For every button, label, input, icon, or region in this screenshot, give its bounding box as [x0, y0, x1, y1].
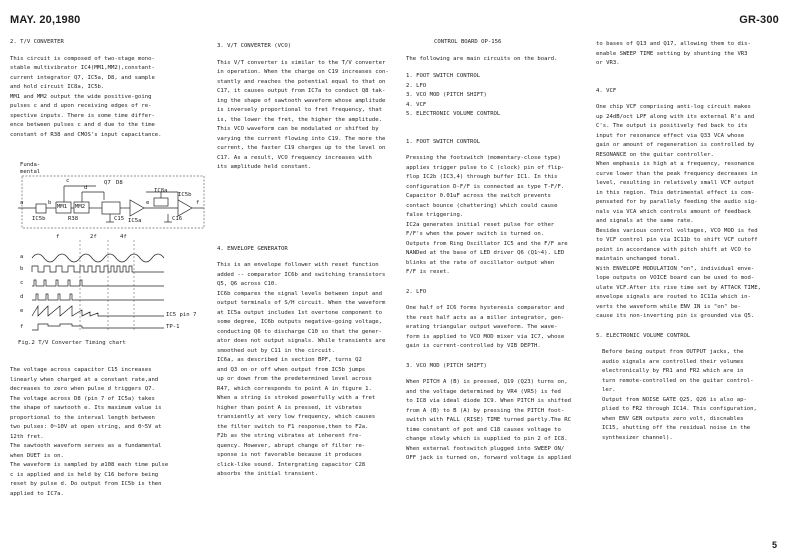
text-line: IC6b compares the signal levels between input and [217, 290, 383, 297]
list-item: 4. VCF [406, 101, 427, 108]
text-line: varying the current flowing into C19. The more the [217, 135, 386, 142]
text-line: pensated for by parallely feeding the audio sig- [596, 199, 758, 205]
text-line: When emphasis is high at a frequency, resonance [596, 161, 755, 167]
timing-label-f: f [56, 234, 60, 240]
text-line: This VCO waveform can be modulated or shifted by [217, 126, 379, 132]
text-line: spective inputs. There is some time differ- [10, 112, 155, 119]
page-number: 5 [771, 540, 777, 550]
text-line: is, the lower the fret, the higher the amplitude. [217, 116, 383, 123]
text-line: IC2a generates initial reset pulse for other [406, 221, 555, 228]
timing-row-e: e [20, 308, 24, 314]
text-line: C17. As a result, VCO frequency increases with [217, 154, 372, 161]
text-line: curve lower than the peak frequency decreases in [596, 170, 758, 177]
text-line: synthesizer channel). [602, 434, 673, 441]
text-line: decreases to zero when pulse d triggers Q7. [10, 386, 155, 392]
column-4 [596, 40, 786, 443]
text-line: Pressing the footswitch (momentary-close type) [406, 155, 561, 161]
text-line: When a string is stroked powerfully with a fret [217, 395, 376, 401]
text-line: and the voltage determined by VR4 (VR5) is fed [406, 388, 561, 395]
text-line: F/F's when the power switch is turned on. [406, 231, 545, 237]
text-line: when ENV GEN outputs zero volt, discnables [602, 415, 744, 422]
text-line: applies trigger pulse to C (clock) pin of flip- [406, 164, 565, 171]
text-line: verts the waveform while ENV IN is "on" be- [596, 303, 741, 310]
list-item: 3. VCO MOD (PITCH SHIFT) [406, 92, 487, 98]
text-line: F/F is reset. [406, 269, 450, 275]
text-line: c is applied and is held by C16 before being [10, 471, 159, 478]
fig1-label-c15: C15 [114, 216, 125, 222]
text-line: pulses c and d upon receiving edges of re- [10, 103, 152, 109]
text-line: output terminals of S/H circuit. When the waveform [217, 300, 386, 306]
text-line: when DUET is on. [10, 452, 64, 459]
text-line: When external footswitch plugged into SWEEP ON/ [406, 445, 565, 452]
text-line: electronically by FR1 and FR2 which are in [602, 368, 744, 374]
text-line: contact bounce (chattering) which could cause [406, 202, 558, 209]
column-3 [406, 36, 596, 464]
text-line: cause its non-inverting pin is grounded via Q5. [596, 313, 755, 319]
text-line: envelope signals are routed to IC11a which in- [596, 294, 751, 300]
text-line: the shape of sawtooth e. Its maximum value is [10, 405, 162, 411]
text-line: flop IC2b (IC3,4) through buffer IC1. In this [406, 174, 558, 180]
text-line: up or down from the predetermined level across [217, 376, 372, 382]
text-line: MM1 and MM2 output the wide positive-going [10, 93, 152, 100]
text-line: One chip VCF comprising anti-log circuit makes [596, 104, 751, 110]
text-line: constant of R38 and CMOS's input capacitance. [10, 131, 162, 138]
text-line: quency. However, abrupt change of filter re- [217, 442, 366, 449]
fig1-label-ic5a: IC5a [128, 218, 142, 224]
column-1 [10, 36, 200, 140]
text-line: sponse is not favorable because it produces [217, 452, 362, 458]
text-line: change slowly which is supplied to pin 2 of IC8. [406, 436, 568, 442]
text-line: turn remote-controlled on the guitar control- [602, 377, 754, 384]
fig1-label-d8: D8 [116, 180, 123, 186]
text-line: and hold circuit IC8a, IC5b. [10, 84, 105, 90]
fig1-label-ic5b: IC5b [178, 192, 192, 198]
timing-label-4f: 4f [120, 234, 127, 240]
section-heading-electronic-volume: 5. ELECTRONIC VOLUME CONTROL [596, 332, 691, 339]
text-line: and Q3 on or off when output from IC5b jumps [217, 366, 366, 373]
text-line: RESONANCE on the guitar controller. [596, 151, 714, 158]
column-1-bottom [10, 366, 210, 499]
text-line: This V/T converter is similar to the T/V converter [217, 59, 386, 66]
section-heading-foot-switch: 1. FOOT SWITCH CONTROL [406, 138, 481, 145]
header-date: MAY. 20,1980 [10, 14, 81, 26]
list-item: 1. FOOT SWITCH CONTROL [406, 73, 481, 79]
text-line: false triggering. [406, 212, 464, 218]
list-item: 2. LFO [406, 82, 427, 89]
timing-row-f: f [20, 324, 24, 330]
text-line: switch with FALL (RISE) TIME turned partly.The RC [406, 417, 572, 423]
timing-row-d: d [20, 294, 24, 300]
fig1-label-f: f [196, 200, 200, 206]
text-line: stantly and reaches the potential equal to that on [217, 78, 386, 85]
text-line: Besides various control voltages, VCO MOD is fed [596, 227, 758, 234]
text-line: up 24dB/oct LPF along with its external R's and [596, 113, 755, 120]
fig1-label-d: d [84, 185, 88, 191]
text-line: linearly when charged at a constant rate,and [10, 376, 159, 383]
text-line: and signals at the same rate. [596, 218, 694, 224]
text-line: configuration D-F/F is connected as type T-F/F. [406, 183, 565, 190]
tv-converter-text [10, 55, 200, 141]
text-line: erating triangular output waveform. The wave- [406, 324, 558, 330]
text-line: gain or amount of regeneration is controlled by [596, 142, 755, 148]
text-line: C17, it causes output from IC7a to conduct Q8 tak- [217, 88, 386, 94]
text-line: absorbs the initial transient. [217, 471, 319, 477]
timing-row-c: c [20, 280, 24, 286]
text-line: its amplitude held constant. [217, 164, 312, 170]
text-line: form is applied to VCO MOD mixer via IC7, whose [406, 333, 565, 340]
fig2-caption: Fig.2 T/V Converter Timing chart [18, 340, 126, 346]
text-line: in operation. When the charge on C19 increases con- [217, 69, 389, 75]
fig1-label-ic8a: IC8a [154, 188, 168, 194]
text-line: The sawtooth waveform serves as a fundamental [10, 443, 162, 449]
text-line: Outputs from Ring Oscillator IC5 and the F/F are [406, 240, 568, 247]
text-line: enable SWEEP TIME setting by shunting the VR3 [596, 50, 748, 57]
section-heading-vcf: 4. VCF [596, 87, 617, 94]
text-line: the rest half acts as a miller integrator, gen- [406, 314, 565, 321]
column-2 [217, 40, 403, 480]
text-line: conducting Q6 to discharge C10 so that the gener- [217, 328, 383, 335]
text-line: in this region. This detrimental effect is com- [596, 189, 755, 196]
tv-converter-block-diagram [18, 162, 208, 230]
text-line: ence between pulses c and d due to the time [10, 122, 155, 128]
text-line: proportional to the interval length between [10, 414, 155, 421]
text-line: or VR3. [596, 60, 620, 66]
section-heading-vt-converter: 3. V/T CONVERTER (VCO) [217, 43, 292, 49]
section-heading-tv-converter: 2. T/V CONVERTER [10, 39, 64, 45]
text-line: click-like sound. Intergrating capacitor C28 [217, 461, 366, 468]
timing-row-a: a [20, 254, 24, 260]
text-line: input for resonance effect via Q33 VCA whose [596, 132, 745, 139]
text-line: The waveform is sampled by ø108 each time pulse [10, 462, 169, 468]
text-line: from A (B) to B (A) by pressing the PITCH foot- [406, 407, 565, 414]
text-line: current integrator Q7, IC5a, D8, and sample [10, 74, 155, 81]
text-line: to IC8 via ideal diode IC9. When PITCH is shifted [406, 398, 572, 404]
text-line: higher than point A is pressed, it vibrates [217, 404, 362, 411]
text-line: Output from NOISE GATE Q25, Q26 is also ap- [602, 396, 747, 403]
fig1-label-mm2: MM2 [75, 204, 86, 210]
text-line: One half of IC6 forms hysteresis comparator and [406, 305, 565, 311]
text-line: ler. [602, 387, 616, 393]
section-heading-control-board: CONTROL BOARD OP-156 [434, 39, 502, 45]
text-line: the filter switch to F1 response,then to F2a. [217, 423, 369, 430]
text-line: When PITCH A (B) is pressed, Q19 (Q23) turns on, [406, 379, 568, 385]
fig1-label-ic5b-lower: IC5b [32, 216, 46, 222]
text-line: OFF jack is turned on, forward voltage is applied [406, 455, 572, 461]
text-line: time constant of pot and C18 causes voltage to [406, 426, 561, 433]
text-line: The voltage across D8 (pin 7 of IC5a) takes [10, 395, 155, 402]
text-line: ing the shape of sawtooth waveform whose amplitude [217, 97, 386, 104]
text-line: IC15, shutting off the residual noise in the [602, 425, 751, 431]
text-line: transiently at very low frequency, which causes [217, 414, 376, 420]
text-line: to VCF control pin via IC11b to shift VCF cutoff [596, 237, 758, 243]
text-line: reset by pulse d. Do output from IC5b is then [10, 481, 162, 487]
list-item: 5. ELECTRONIC VOLUME CONTROL [406, 111, 501, 117]
timing-label-ic5-pin7: IC5 pin 7 [166, 312, 197, 318]
text-line: audio signals are controlled their volumes [602, 358, 744, 365]
text-line: The voltage across capacitor C15 increases [10, 367, 152, 373]
text-line: F2b as the string vibrates at inherent fre- [217, 433, 362, 439]
text-line: stable multivibrator IC4(MM1,MM2),constant- [10, 65, 155, 71]
text-line: The following are main circuits on the board. [406, 55, 558, 62]
fig1-label-c16: C16 [172, 216, 183, 222]
text-line: is inversely proportional to fret frequency, that [217, 107, 383, 113]
text-line: This circuit is composed of two-stage mono- [10, 55, 155, 62]
text-line: applied to IC7a. [10, 490, 64, 497]
text-line: nals via VCA which controls amount of feedback [596, 208, 751, 215]
text-line: maintain unchanged tonal. [596, 256, 681, 262]
fig1-label-c: c [66, 178, 70, 184]
text-line: 12th fret. [10, 433, 44, 440]
section-heading-envelope-generator: 4. ENVELOPE GENERATOR [217, 245, 288, 252]
text-line: added -- comparator IC6b and switching transistors [217, 271, 386, 278]
text-line: Q5, Q6 across C10. [217, 281, 278, 287]
text-line: ator does not output signals. While transients are [217, 338, 386, 344]
fig1-label-q7: Q7 [104, 180, 111, 186]
text-line: IC6a, as described in section BPF, turns Q2 [217, 357, 362, 363]
text-line: smoothed out by C11 in the circuit. [217, 347, 335, 354]
text-line: This is an envelope follower with reset function [217, 262, 379, 268]
text-line: gain is current-controlled by VIB DEPTH. [406, 343, 541, 349]
text-line: level, resulting in relatively small VCF output [596, 180, 755, 186]
text-line: some degree, IC6b outputs negative-going voltage, [217, 319, 383, 325]
text-line: plied to FR2 through IC14. This configuration, [602, 406, 757, 412]
section-heading-vco-mod: 3. VCO MOD (PITCH SHIFT) [406, 362, 487, 369]
fig1-label-mm1: MM1 [57, 204, 68, 210]
text-line: NANDed at the base of LED driver Q6 (Q1~4). LED [406, 250, 565, 256]
text-line: lope outputs on VOICE board can be used to mod- [596, 275, 755, 281]
timing-chart-graphic [18, 238, 218, 350]
text-line: Capacitor 0.01uF across the switch prevents [406, 193, 551, 199]
fig1-label-b: b [48, 200, 52, 206]
text-line: point in accordance with pitch shift at VCO to [596, 246, 751, 253]
timing-label-tp1: TP-1 [166, 324, 180, 330]
section-heading-lfo: 2. LFO [406, 288, 427, 295]
fig1-label-fundamental-2: mental [20, 169, 41, 175]
text-line: to bases of Q13 and Q17, allowing them to dis- [596, 41, 751, 47]
text-line: ulate VCF.After its rise time set by ATTACK TIME, [596, 284, 762, 291]
text-line: With ENVELOPE MODULATION "on", individual enve- [596, 265, 755, 272]
fig1-label-a: a [20, 200, 24, 206]
fig1-label-r38: R38 [68, 216, 79, 222]
text-line: blinks at the rate of oscillator output when [406, 259, 555, 266]
text-line: two pulses: 0~10V at open string, and 0~5V at [10, 424, 162, 430]
text-line: at IC5a output includes 1st overtone component to [217, 309, 383, 316]
text-line: R47, which corresponds to point A in figure 1. [217, 385, 372, 392]
header-model: GR-300 [739, 14, 779, 26]
text-line: Before being output from OUTPUT jacks, the [602, 349, 744, 355]
fig1-label-e: e [146, 200, 150, 206]
text-line: current, the faster C19 charges up to the level on [217, 145, 386, 151]
timing-row-b: b [20, 266, 24, 272]
timing-label-2f: 2f [90, 234, 97, 240]
text-line: C's. The output is positively fed back to its [596, 123, 748, 129]
tv-converter-timing-chart [18, 234, 218, 350]
fig1-label-fundamental: Funda- [20, 162, 41, 168]
